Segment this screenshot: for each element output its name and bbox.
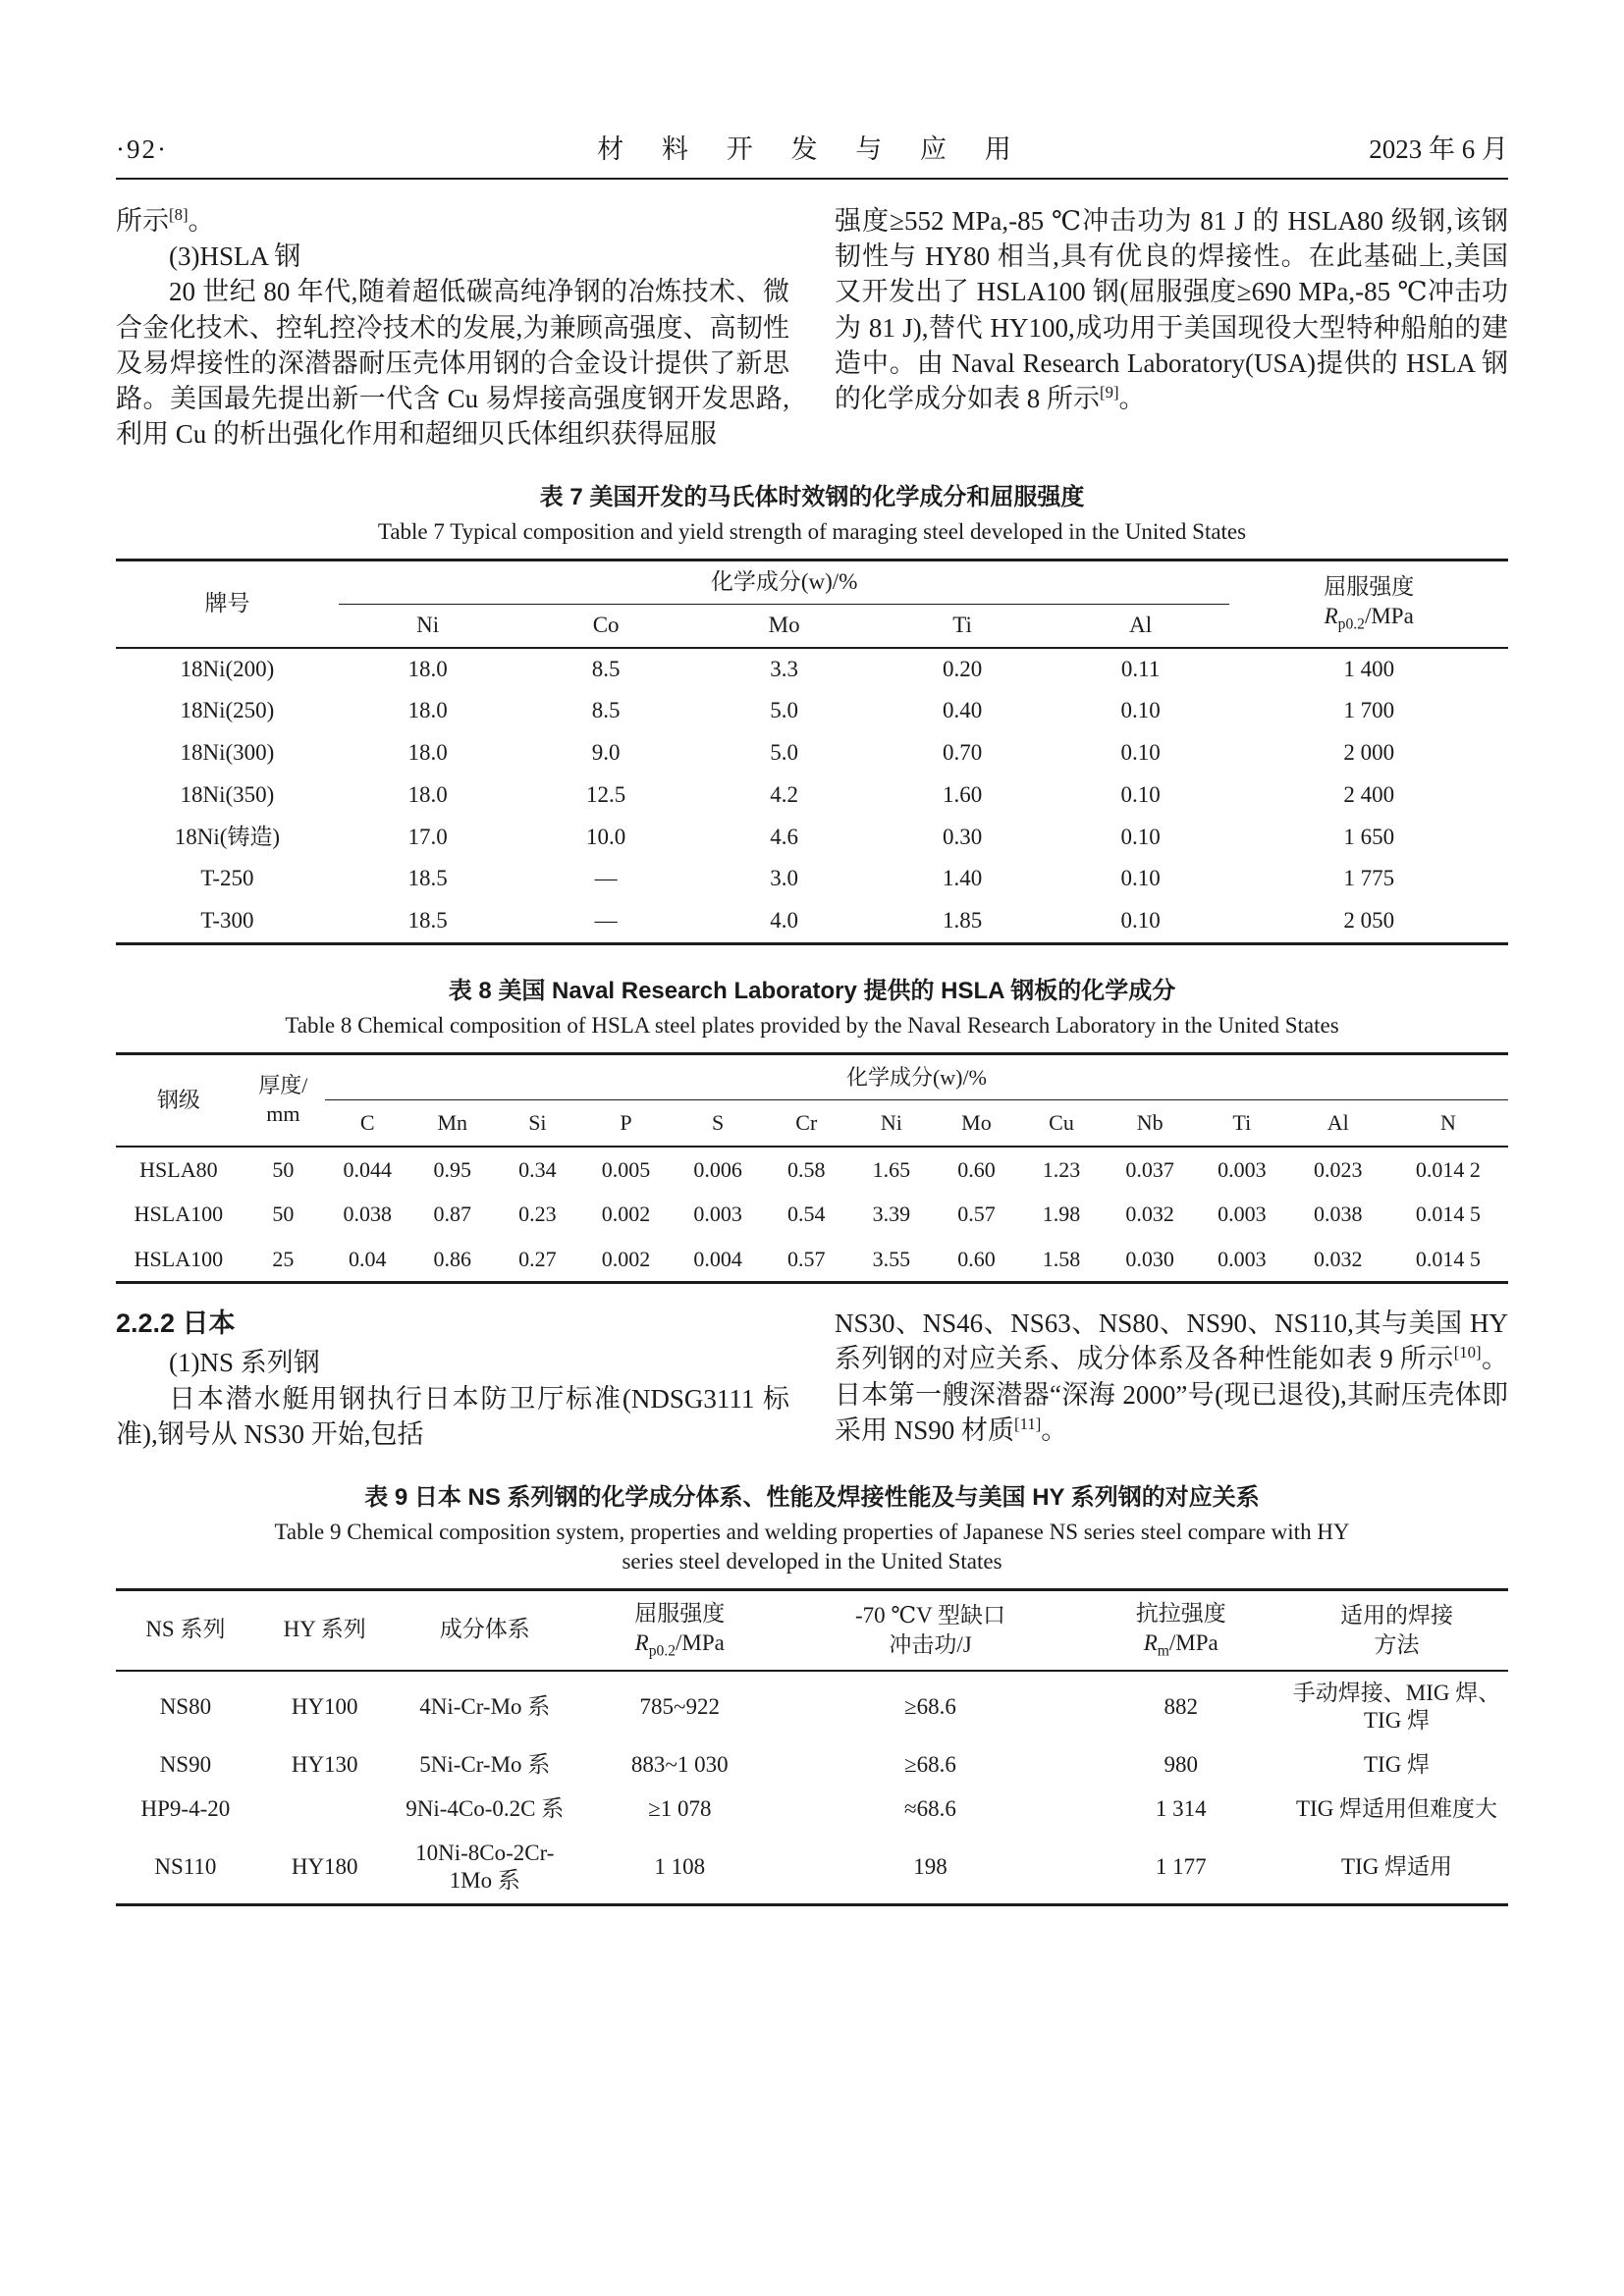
table-cell: ≥1 078 <box>648 1795 712 1821</box>
column-header-yield-strength: 屈服强度 $R_{p0.2}$/MPa <box>634 1600 726 1660</box>
table-cell: 25 <box>272 1246 295 1271</box>
table-cell: 4.0 <box>770 908 798 934</box>
column-header-element: N <box>1439 1110 1456 1136</box>
table-cell: ≥68.6 <box>904 1693 956 1719</box>
table-row <box>116 1743 1508 1788</box>
table-cell: NS110 <box>154 1853 217 1879</box>
table-cell: 0.20 <box>943 656 983 681</box>
table-row <box>116 648 1508 691</box>
table-cell <box>255 1788 395 1832</box>
table-cell: 10Ni-8Co-2Cr-1Mo 系 <box>415 1840 555 1894</box>
table-cell: 0.037 <box>1125 1156 1174 1182</box>
table-cell: 0.003 <box>693 1201 742 1227</box>
table-row <box>116 900 1508 943</box>
column-header-composition: 化学成分(w)/% <box>325 1053 1508 1100</box>
table-cell: 1 650 <box>1343 824 1395 849</box>
table-cell: 0.032 <box>1125 1201 1174 1227</box>
table-cell: 882 <box>1164 1693 1198 1719</box>
table-cell: 0.10 <box>1120 740 1161 766</box>
table-cell: 0.70 <box>943 740 983 766</box>
table7 <box>116 559 1508 945</box>
column-header-thickness: 厚度/ mm <box>258 1073 308 1126</box>
table-cell: 4.2 <box>770 781 798 807</box>
table-cell: 0.60 <box>957 1156 996 1182</box>
table-cell: 2 400 <box>1343 781 1395 807</box>
table-cell: 0.27 <box>518 1246 557 1271</box>
column-header-element: Mo <box>961 1110 992 1136</box>
page-number: ·92· <box>116 134 168 164</box>
table-row <box>116 858 1508 900</box>
column-header-element: Ti <box>1232 1110 1252 1136</box>
right-column <box>835 1306 1508 1452</box>
column-header-steel-grade: 钢级 <box>156 1087 200 1112</box>
paragraph: 所示[8]。 <box>116 205 215 236</box>
table-cell: 18.0 <box>407 740 448 766</box>
column-header-welding-method: 适用的焊接 方法 <box>1340 1602 1454 1657</box>
table9-body <box>116 1671 1508 1905</box>
table-row <box>116 732 1508 774</box>
table8-caption-zh: 表 8 美国 Naval Research Laboratory 提供的 HSLA 钢板的化学成分 <box>448 977 1176 1004</box>
table-cell: 0.95 <box>433 1156 472 1182</box>
page-content <box>116 128 1508 1906</box>
table-cell: 0.038 <box>343 1201 392 1227</box>
table-cell: 3.0 <box>770 866 798 891</box>
table-cell: 18.0 <box>407 656 448 681</box>
table-cell: 0.86 <box>433 1246 472 1271</box>
table9-caption-en-line1: Table 9 Chemical composition system, properties and welding properties of Japanese NS series steel compare with HY <box>274 1519 1350 1544</box>
table-cell: 5Ni-Cr-Mo 系 <box>419 1752 551 1778</box>
column-header-element: C <box>359 1110 375 1136</box>
column-header-element: Nb <box>1136 1110 1164 1136</box>
column-header-yield-strength <box>1229 561 1508 648</box>
table-cell: 18.0 <box>407 781 448 807</box>
table-cell: 0.014 5 <box>1415 1246 1481 1271</box>
table-cell: 18Ni(铸造) <box>174 824 281 849</box>
table-cell: 0.10 <box>1120 866 1161 891</box>
table-cell: 0.006 <box>693 1156 742 1182</box>
table-cell: 0.23 <box>518 1201 557 1227</box>
table-cell: NS80 <box>159 1693 212 1719</box>
table-cell: T-250 <box>200 866 254 891</box>
table-cell: 1.85 <box>943 908 983 934</box>
column-header-ns-series: NS 系列 <box>145 1617 226 1642</box>
table-cell: 2 050 <box>1343 908 1395 934</box>
table-cell: 980 <box>1164 1752 1198 1778</box>
table-row <box>116 1788 1508 1832</box>
table-cell: ≈68.6 <box>904 1795 956 1821</box>
table-cell: 12.5 <box>586 781 626 807</box>
table-cell: 0.57 <box>957 1201 996 1227</box>
table-cell: 0.30 <box>943 824 983 849</box>
table-cell: 785~922 <box>639 1693 720 1719</box>
table-cell: 1.23 <box>1042 1156 1081 1182</box>
table-cell: 9Ni-4Co-0.2C 系 <box>406 1795 565 1821</box>
table-cell: 5.0 <box>770 698 798 723</box>
table-cell: 3.3 <box>770 656 798 681</box>
column-header-element: Al <box>1326 1110 1349 1136</box>
column-header-element: Mo <box>768 612 800 637</box>
column-header-hy-series: HY 系列 <box>283 1617 366 1642</box>
table-row <box>116 1832 1508 1905</box>
table-cell: 1.65 <box>872 1156 911 1182</box>
column-header-element: Ni <box>416 612 440 637</box>
table-cell: 1 108 <box>654 1853 706 1879</box>
table-cell: 18Ni(200) <box>180 656 275 681</box>
table-row <box>116 690 1508 732</box>
column-header-element: Co <box>592 612 620 637</box>
table-cell: 1.60 <box>943 781 983 807</box>
table7-body <box>116 648 1508 944</box>
table-cell: 0.10 <box>1120 824 1161 849</box>
column-header-impact-energy: -70 ℃V 型缺口 冲击功/J <box>854 1602 1006 1657</box>
table-cell: 1.98 <box>1042 1201 1081 1227</box>
table-cell: 0.044 <box>343 1156 392 1182</box>
table-cell: 0.014 2 <box>1415 1156 1481 1182</box>
table9-caption-en <box>116 1518 1508 1576</box>
table7-caption-en <box>116 517 1508 547</box>
column-header-element: Ni <box>880 1110 902 1136</box>
paragraph: 强度≥552 MPa,-85 ℃冲击功为 81 J 的 HSLA80 级钢,该钢韧性与 HY80 相当,具有优良的焊接性。在此基础上,美国又开发出了 HSLA100 钢(屈服强度≥690 MPa,-85 ℃冲击功为 81 J),替代 HY100,成功用于美国现役大型特种船舶的建造中。由 Naval Research Laboratory(USA)提供的 HSLA 钢的化学成分如表 8 所示[9]。 <box>835 206 1508 413</box>
issue-date: 2023 年 6 月 <box>1369 134 1508 164</box>
table-cell: 0.10 <box>1120 698 1161 723</box>
table-cell: 0.030 <box>1125 1246 1174 1271</box>
table7-caption-zh: 表 7 美国开发的马氏体时效钢的化学成分和屈服强度 <box>539 484 1085 511</box>
table9-caption-zh: 表 9 日本 NS 系列钢的化学成分体系、性能及焊接性能及与美国 HY 系列钢的对应关系 <box>364 1483 1260 1511</box>
table9-caption-en-line2: series steel developed in the United States <box>622 1548 1002 1574</box>
table-cell: 18.5 <box>407 908 448 934</box>
table-cell: 10.0 <box>586 824 626 849</box>
column-header-element: Cu <box>1049 1110 1074 1136</box>
column-header-grade: 牌号 <box>204 590 250 615</box>
table-cell: 0.04 <box>348 1246 387 1271</box>
table-cell: 0.003 <box>1218 1201 1267 1227</box>
table-cell: 0.54 <box>787 1201 826 1227</box>
table-cell: 0.003 <box>1218 1246 1267 1271</box>
table8 <box>116 1052 1508 1285</box>
table-cell: T-300 <box>200 908 254 934</box>
table-cell: 198 <box>913 1853 947 1879</box>
column-header-element: Al <box>1129 612 1153 637</box>
table-cell: 0.023 <box>1314 1156 1363 1182</box>
right-column <box>835 203 1508 452</box>
paragraph: (1)NS 系列钢 <box>169 1348 320 1378</box>
column-header-element: S <box>712 1110 725 1136</box>
yield-strength-symbol: $R_{p0.2}$/MPa <box>1324 604 1414 633</box>
table-cell: ≥68.6 <box>904 1752 956 1778</box>
table-cell: HP9-4-20 <box>140 1795 231 1821</box>
table-cell: 0.40 <box>943 698 983 723</box>
column-header-tensile-strength: 抗拉强度 $R_m$/MPa <box>1135 1600 1226 1660</box>
table-cell: 0.014 5 <box>1415 1201 1481 1227</box>
table9-header <box>116 1589 1508 1670</box>
table-cell: 0.60 <box>957 1246 996 1271</box>
column-header-element: Cr <box>795 1110 818 1136</box>
table7-caption-en-text: Table 7 Typical composition and yield strength of maraging steel developed in the United States <box>377 519 1247 545</box>
table-cell: 1 700 <box>1343 698 1395 723</box>
table-cell: 18.0 <box>407 698 448 723</box>
table-row <box>116 1192 1508 1237</box>
section-heading: 2.2.2 日本 <box>116 1308 236 1339</box>
table-cell: 0.10 <box>1120 908 1161 934</box>
table-cell: 2 000 <box>1343 740 1395 766</box>
table-cell: 0.003 <box>1218 1156 1267 1182</box>
table-cell: 1 775 <box>1343 866 1395 891</box>
table-cell: 0.87 <box>433 1201 472 1227</box>
left-column <box>116 1306 789 1452</box>
table-cell: TIG 焊适用但难度大 <box>1295 1795 1498 1821</box>
table-cell: 1.40 <box>943 866 983 891</box>
table-cell: HSLA80 <box>139 1156 218 1182</box>
table-row <box>116 1237 1508 1283</box>
table8-caption-en <box>116 1011 1508 1041</box>
table8-header <box>116 1053 1508 1147</box>
table-cell: 3.55 <box>872 1246 911 1271</box>
table-cell: 0.038 <box>1314 1201 1363 1227</box>
table-cell: 8.5 <box>591 698 621 723</box>
table-cell: 883~1 030 <box>630 1752 729 1778</box>
table-cell: HY180 <box>291 1853 358 1879</box>
table-cell: 9.0 <box>591 740 621 766</box>
table-cell: — <box>594 908 618 934</box>
journal-title: 材 料 开 发 与 应 用 <box>597 134 1027 164</box>
table-cell: 手动焊接、MIG 焊、TIG 焊 <box>1292 1680 1501 1734</box>
table-cell: 4.6 <box>770 824 798 849</box>
table-cell: 3.39 <box>872 1201 911 1227</box>
table-cell: 50 <box>272 1156 295 1182</box>
paragraph: (3)HSLA 钢 <box>169 241 301 272</box>
yield-strength-label: 屈服强度 <box>1324 574 1415 600</box>
left-column <box>116 203 789 452</box>
table-cell: 0.005 <box>601 1156 651 1182</box>
table-cell: 5.0 <box>770 740 798 766</box>
table-cell: HSLA100 <box>134 1201 224 1227</box>
column-header-element: Ti <box>952 612 972 637</box>
paragraph: 日本潜水艇用钢执行日本防卫厅标准(NDSG3111 标准),钢号从 NS30 开始,包括 <box>116 1383 789 1449</box>
table-cell: 0.34 <box>518 1156 557 1182</box>
table-cell: HY100 <box>291 1693 358 1719</box>
table-cell: 0.032 <box>1314 1246 1363 1271</box>
table-cell: 18Ni(350) <box>180 781 275 807</box>
paragraph: NS30、NS46、NS63、NS80、NS90、NS110,其与美国 HY 系列钢的对应关系、成分体系及各种性能如表 9 所示[10]。日本第一艘深潜器“深海 2000”号(现已退役),其耐压壳体即采用 NS90 材质[11]。 <box>835 1308 1509 1445</box>
table-cell: 0.11 <box>1120 656 1161 681</box>
table-cell: HSLA100 <box>134 1246 224 1271</box>
table-cell: HY130 <box>291 1752 358 1778</box>
table7-header <box>116 561 1508 648</box>
table8-body <box>116 1147 1508 1283</box>
table8-caption-en-text: Table 8 Chemical composition of HSLA steel plates provided by the Naval Research Laboratory in the United States <box>285 1012 1339 1038</box>
table-cell: 8.5 <box>591 656 621 681</box>
column-header-composition: 化学成分(w)/% <box>339 561 1230 605</box>
column-header-element: Mn <box>437 1110 468 1136</box>
table9 <box>116 1588 1508 1906</box>
table-cell: 50 <box>272 1201 295 1227</box>
page-header <box>116 128 1508 180</box>
paragraph: 20 世纪 80 年代,随着超低碳高纯净钢的冶炼技术、微合金化技术、控轧控冷技术的发展,为兼顾高强度、高韧性及易焊接性的深潜器耐压壳体用钢的合金设计提供了新思路。美国最先提出新一代含 Cu 易焊接高强度钢开发思路,利用 Cu 的析出强化作用和超细贝氏体组织获得屈服 <box>116 277 789 450</box>
table-cell: 0.002 <box>601 1246 651 1271</box>
table-cell: 18Ni(300) <box>180 740 275 766</box>
table-cell: 1.58 <box>1042 1246 1081 1271</box>
table-cell: 0.58 <box>787 1156 826 1182</box>
body-text-section-2 <box>116 1306 1508 1452</box>
table-cell: 0.10 <box>1120 781 1161 807</box>
table-cell: 4Ni-Cr-Mo 系 <box>419 1693 551 1719</box>
table-cell: TIG 焊适用 <box>1340 1853 1453 1879</box>
column-header-composition-system: 成分体系 <box>439 1617 530 1642</box>
table-cell: — <box>594 866 618 891</box>
column-header-element: Si <box>528 1110 547 1136</box>
table-cell: 1 314 <box>1155 1795 1207 1821</box>
table-cell: 1 177 <box>1155 1853 1207 1879</box>
table-cell: 17.0 <box>407 824 448 849</box>
table-row <box>116 1147 1508 1193</box>
table-cell: 1 400 <box>1343 656 1395 681</box>
table-cell: 0.004 <box>693 1246 742 1271</box>
table-cell: TIG 焊 <box>1363 1752 1431 1778</box>
column-header-element: P <box>620 1110 632 1136</box>
table-row <box>116 1671 1508 1744</box>
table-cell: 18.5 <box>407 866 448 891</box>
table-cell: 0.002 <box>601 1201 651 1227</box>
table-cell: 0.57 <box>787 1246 826 1271</box>
body-text-section-1 <box>116 203 1508 452</box>
table-row <box>116 774 1508 817</box>
table-cell: NS90 <box>159 1752 212 1778</box>
table-row <box>116 817 1508 859</box>
table-cell: 18Ni(250) <box>180 698 275 723</box>
